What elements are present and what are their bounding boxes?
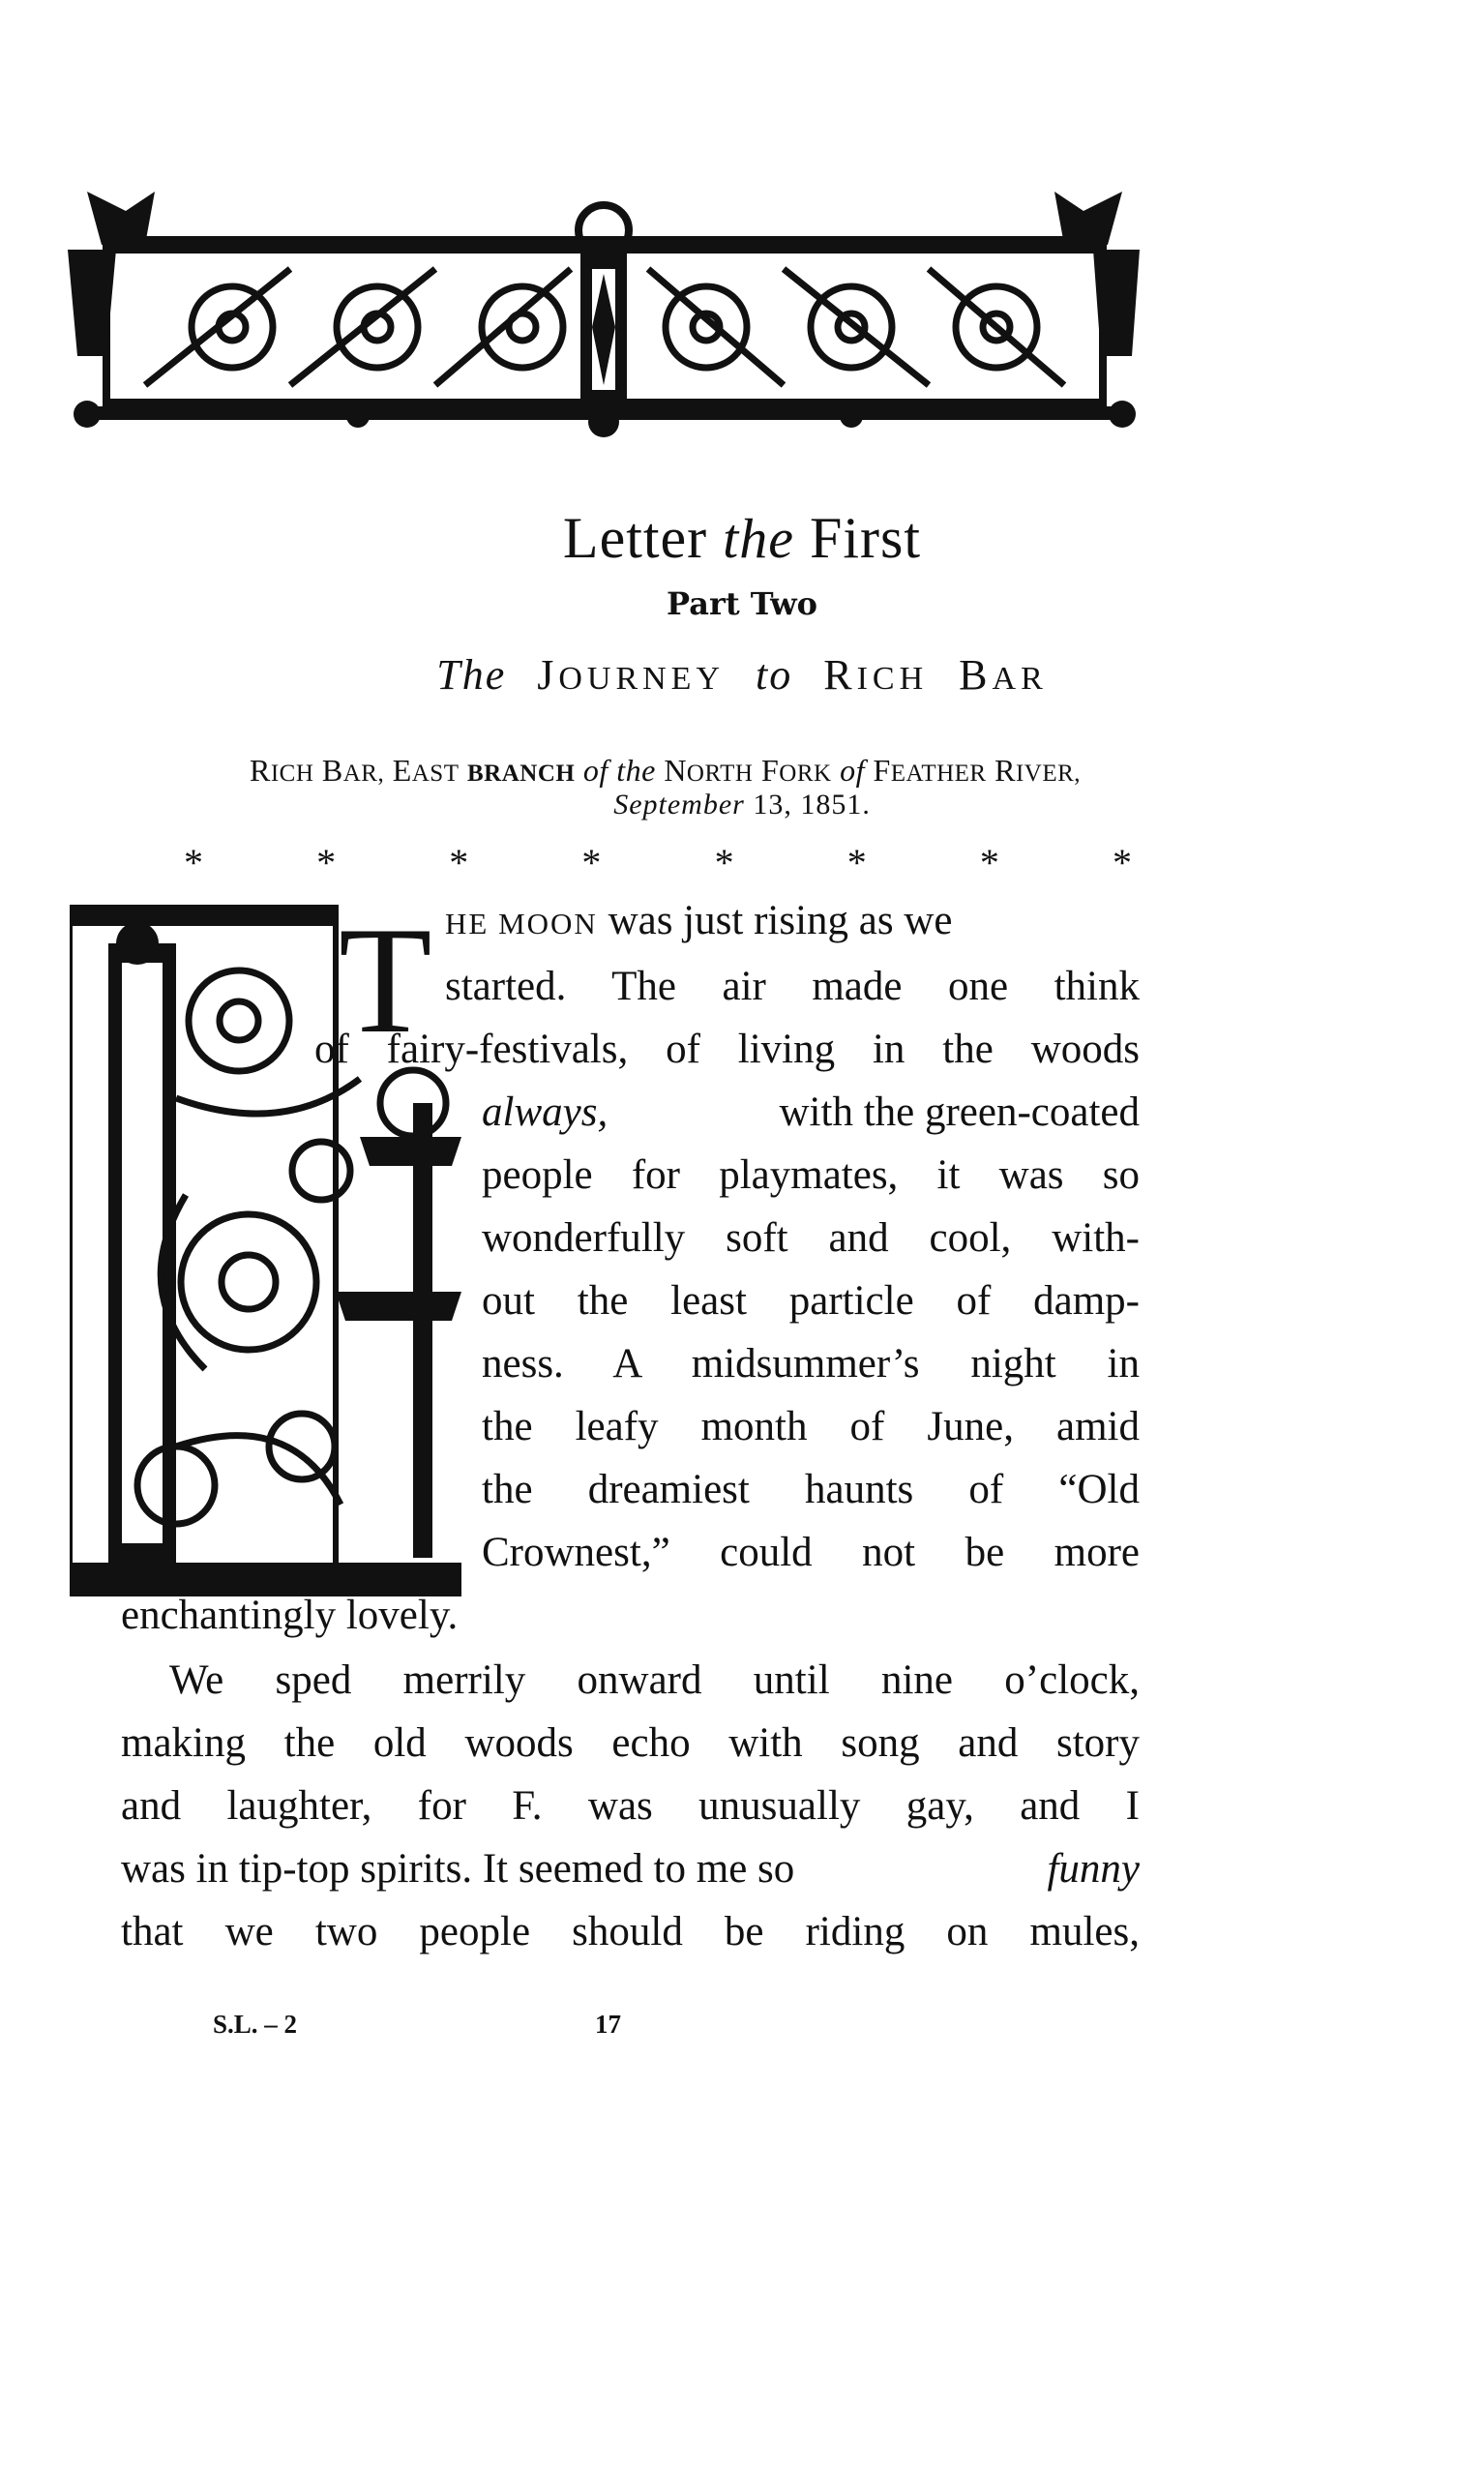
title-word-letter: Letter: [562, 506, 708, 570]
body-line-1-smallcaps: HE MOON: [445, 907, 598, 940]
dl-river-rest: IVER,: [1015, 761, 1082, 787]
dl-the: the: [616, 753, 656, 788]
body-line-3: of fairy-festivals, of living in the woods: [314, 1027, 1140, 1072]
asterism-row: [174, 840, 1142, 885]
body-p2-line-2: making the old woods echo with song and story: [121, 1720, 1140, 1766]
body-p2-line-1: We sped merrily onward until nine o’clock,: [169, 1657, 1140, 1703]
body-line-1: [445, 900, 1140, 941]
body-line-4-rest: with the green-coated: [779, 1089, 1140, 1135]
dateline-place: [189, 753, 1142, 789]
asterisk: *: [846, 841, 867, 884]
dl-north-cap: N: [664, 753, 687, 788]
body-line-10: the dreamiest haunts of “Old: [482, 1467, 1140, 1512]
body-p2-line-4-italic: funny: [1047, 1846, 1140, 1892]
dl-branch: BRANCH: [466, 761, 576, 787]
body-line-12: enchantingly lovely.: [121, 1593, 459, 1638]
body-line-9: the leafy month of June, amid: [482, 1404, 1140, 1449]
body-p2-line-5: that we two people should be riding on mules,: [121, 1909, 1140, 1954]
dl-of-1: of: [582, 753, 608, 788]
drop-cap: T: [339, 896, 432, 1065]
dl-feather-rest: EATHER: [890, 761, 987, 787]
signature-mark: S.L. – 2: [213, 2010, 298, 2039]
dl-bar-rest: AR,: [342, 761, 385, 787]
dl-day-year: 13, 1851.: [753, 789, 871, 820]
letter-title: [0, 505, 1484, 572]
body-p2-line-4: [121, 1848, 1140, 1890]
chapter-rich-cap: R: [823, 651, 857, 699]
body-line-8: ness. A midsummer’s night in: [482, 1341, 1140, 1387]
dateline-date: [0, 789, 1484, 821]
dl-east-cap: E: [392, 753, 412, 788]
chapter-title: [0, 650, 1484, 700]
ornamental-headpiece: [68, 192, 1140, 441]
chapter-word-the: The: [436, 651, 507, 699]
part-label: Part Two: [667, 585, 817, 622]
chapter-rich-rest: ICH: [856, 661, 929, 697]
body-line-5: people for playmates, it was so: [482, 1152, 1140, 1198]
dl-of-2: of: [840, 753, 865, 788]
body-line-7: out the least particle of damp-: [482, 1278, 1140, 1324]
chapter-word-to: to: [756, 651, 793, 699]
asterisk: *: [979, 841, 999, 884]
body-line-11: Crownest,” could not be more: [482, 1530, 1140, 1575]
page-number: 17: [595, 2010, 621, 2039]
body-p2-line-3: and laughter, for F. was unusually gay, and I: [121, 1783, 1140, 1829]
chapter-bar-rest: AR: [992, 661, 1048, 697]
dl-fork-rest: ORK: [779, 761, 832, 787]
dl-bar-cap: B: [321, 753, 343, 788]
asterisk: *: [1112, 841, 1132, 884]
dl-rich-rest: ICH: [270, 761, 314, 787]
body-line-6: wonderfully soft and cool, with-: [482, 1215, 1140, 1261]
chapter-bar-cap: B: [959, 651, 993, 699]
title-word-the: the: [723, 507, 795, 570]
dl-river-cap: R: [994, 753, 1016, 788]
asterisk: *: [449, 841, 469, 884]
chapter-journey-rest: OURNEY: [558, 661, 726, 697]
asterisk: *: [581, 841, 602, 884]
body-line-2: started. The air made one think: [445, 964, 1140, 1009]
dl-fork-cap: F: [760, 753, 780, 788]
body-line-1-rest: was just rising as we: [608, 898, 953, 943]
title-word-first: First: [810, 506, 922, 570]
dl-month: September: [613, 789, 745, 820]
asterisk: *: [714, 841, 734, 884]
chapter-journey-cap: J: [537, 651, 559, 699]
dl-feather-cap: F: [873, 753, 891, 788]
body-line-4: [482, 1091, 1140, 1133]
body-line-4-italic: always,: [482, 1089, 608, 1135]
body-p2-line-4-text: was in tip-top spirits. It seemed to me so: [121, 1846, 795, 1892]
asterisk: *: [316, 841, 337, 884]
dl-rich-cap: R: [249, 753, 271, 788]
asterisk: *: [184, 841, 203, 884]
dl-north-rest: ORTH: [686, 761, 754, 787]
dl-east-rest: AST: [411, 761, 460, 787]
